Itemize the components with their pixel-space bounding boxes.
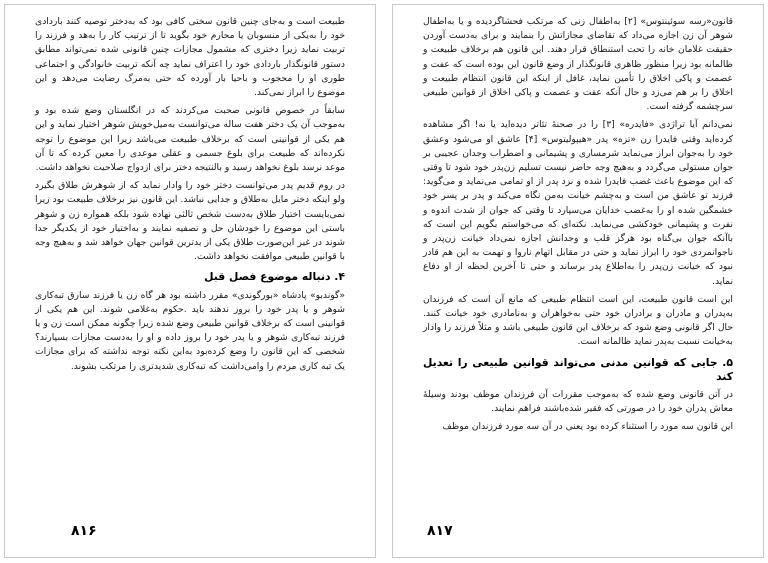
left-page — [4, 4, 376, 558]
right-page-number: ۸۱۷ — [427, 523, 453, 539]
right-paragraph-2: نمی‌دانم آیا تراژدی «فایدره» [۳] را در صحنهٔ تئاتر دیده‌اید یا نه! اگر مشاهده کرده‌اید وقتی فایدرا زن «تزه» پدر «هیپولیتوس» [۴] عاشق او می‌شود وعشق خود را به‌جوان ابراز می‌نماید شرمساری و پشیمانی و اضطراب وجدان عجیبی بر جوان مستولی می‌گردد و به‌هیچ وجه حاضر نیست تسلیم زن‌پدر خود شود تا وقتی که این موضوع باعث غضب فایدرا شده و نزد پدر از او تمامی می‌نماید و می‌گوید: فرزند تو عاشق من است و به‌چشم خیانت به‌من نگاه می‌کند و پدر بر پسر خود خشمگین شده او را به‌غضب خدایان می‌سپارد تا وقتی که جوان از شدت اندوه و نفرت و پشیمانی خودکشی می‌نماید. نکته‌ای که می‌خواستم بگویم این است که باآنکه جوان بی‌گناه بود هرگز قلب و وجدانش اجازه نمی‌داد خیانت زن‌پدر و ناجوانمردی خود را ابراز نماید و حتی در مقابل اتهام ناروا و تهمت به این هم قادر نبود که خیانت زن‌پدر را به‌اطلاع پدر برساند و حتی تا آخرین لحظه از او دفاع نماید. — [423, 119, 733, 287]
right-paragraph-1: قانون«رسه سوئینتوس» [۲] به‌اطفال زنی که مرتکب فحشاگردیده و یا به‌اطفال شوهر آن زن اجازه می‌داد که تقاضای مجازاتش را بنمایند و برای به‌دست آوردن حقیقت غلامان خانه را تحت استنطاق قرار دهند. این قانون هم برخلاف طبیعت و ظالمانه بود زیرا منظور ظاهری قانونگذار از وضع قانون این بوده است که عفت و عصمت و پاکی اخلاق را تأمین نماید، غافل از اینکه این قانون انتظام طبیعت و اخلاق را بر هم می‌زد و حال آنکه عفت و عصمت و پاکی اخلاق از قوانین طبیعی سرچشمه گرفته است. — [423, 16, 734, 113]
right-paragraph-5: این قانون سه مورد را استثناء کرده بود یعنی در آن سه مورد فرزندان موظف — [442, 421, 733, 433]
left-page-number: ۸۱۶ — [71, 523, 97, 539]
right-paragraph-3: این است قانون طبیعت، این است انتظام طبیعی که مانع آن است که فرزندان به‌پدران و مادران و برادران خود حتی به‌خواهران و به‌نامادری خود خیانت کنند. حال اگر قانونی وضع شود که برخلاف این قانون طبیعی باشد و مثلاً فرزند را وادار به‌خیانت نسبت به‌پدر نماید ظالمانه است. — [423, 293, 733, 348]
left-section-heading: ۴. دنباله موضوع فصل قبل — [204, 270, 345, 284]
left-paragraph-1: طبیعت است و به‌جای چنین قانون سختی کافی بود که به‌دختر توصیه کنند باردادی خود را به‌یکی از منسوبان یا محارم خود بگوید تا از ترتیب کار را به‌هد و فرزند را تربیت نماید زیرا دختری که مشمول مجازات چنین قانونی شده نمی‌تواند مطابق دستور قانونگذار باردادی خود را اعتراف نماید چه آنکه تربیت خانوادگی و اجتماعی طوری او را محجوب و باحیا بار آورده که حتی به‌مرگ رضایت می‌دهد و این موضوع را ابراز نمی‌کند. — [35, 16, 345, 99]
right-page-text — [423, 15, 733, 439]
right-page — [392, 4, 764, 558]
left-paragraph-4: «گوندبو» پادشاه «بورگوندی» مقرر داشته بود هر گاه زن یا فرزند سارق تبه‌کاری شوهر و یا پدر خود را بروز ندهند باید .حکوم به‌غلامی شوند. این هم یکی از قوانینی است که برخلاف قوانین طبیعی وضع شده زیرا چگونه ممکن است زن و یا فرزند تبه‌کاری شوهر و یا پدر خود را بروز داده و او را به‌دست مجازات بسپارند؟ شخصی که این قانون را وضع کرده‌بود به‌این نکته توجه نداشته که برای مجازات یک تبه کاری مردم را وامی‌داشت که تبه‌کاری شدیدتری را مرتکب بشوند. — [35, 289, 345, 372]
right-section-heading: ۵. جایی که قوانین مدنی می‌تواند قوانین طبیعی را تعدیل کند — [423, 355, 733, 383]
left-paragraph-3: در روم قدیم پدر می‌توانست دختر خود را وادار نماید که از شوهرش طلاق بگیرد ولو اینکه دختر مایل به‌طلاق و جدایی نباشد. این قانون نیز برخلاف طبیعت بود زیرا نمی‌بایست اختیار طلاق به‌دست شخص ثالثی نهاده شود بلکه همواره زن و شوهر باستی این موضوع را خودشان حل و تصفیه نمایند و به‌اختیار خود از یکدیگر جدا شوند در غیر این‌صورت طلاق یکی از بدترین قوانین جهان خواهد شد و به‌هیچ وجه با قوانین طبیعی موافقت نخواهد داشت. — [35, 180, 345, 263]
right-paragraph-4: در آتن قانونی وضع شده که به‌موجب مقررات آن فرزندان موظف بودند وسیلهٔ معاش پدران خود را در صورتی که فقیر شده‌باشند فراهم نمایند. — [423, 389, 733, 415]
left-page-text — [35, 15, 345, 378]
left-paragraph-2: سابقاً در خصوص قانونی صحبت می‌کردند که در انگلستان وضع شده بود و به‌موجب آن یک دختر هفت ساله می‌توانست به‌میل‌خویش شوهر اختیار نماید و این هم یکی از قوانینی است که برخلاف طبیعت می‌باشد زیرا این موضوع را توجه نکرده‌اند که طبیعت برای بلوغ جسمی و عقلی موعدی را معین کرده که تا آن موعد نرسد بلوغ نخواهد رسید و بالنتیجه دختر برای ازدواج صلاحیت نخواهد داشت. — [35, 105, 345, 174]
